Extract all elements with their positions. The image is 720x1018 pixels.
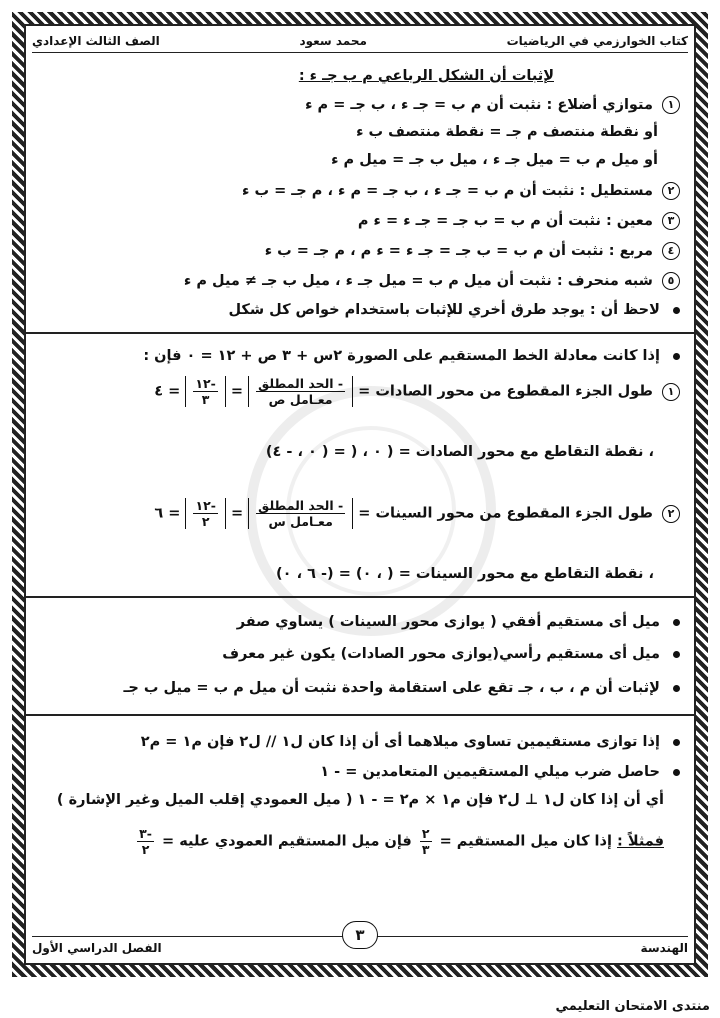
s1-item-5 [40, 212, 680, 230]
example-text: إذا كان ميل المستقيم = [439, 833, 612, 850]
frac-denominator: ٢ [141, 842, 150, 857]
section1-title-text: لإثبات أن الشكل الرباعي ﻡ ب جـ ء : [298, 68, 554, 84]
frac-numerator: - الحد المطلق [258, 376, 344, 391]
s2-intro-text: إذا كانت معادلة الخط المستقيم على الصورة ٢س + ٣ ص + ١٢ = ٠ فإن : [143, 348, 660, 364]
section1-title [40, 68, 554, 84]
frac-numerator: -٣ [139, 826, 152, 841]
number-circle: ٣ [662, 212, 680, 230]
s1-item-6 [40, 242, 680, 260]
s4-item-2 [40, 764, 680, 780]
frac-denominator: معـامل ص [268, 392, 333, 407]
fraction [193, 498, 217, 529]
page-frame [12, 12, 708, 977]
fraction [193, 376, 217, 407]
number-circle: ٤ [662, 242, 680, 260]
bullet-icon [673, 353, 680, 360]
s1-note [40, 302, 680, 318]
s2-x-intercept: ٢ طول الجزء المقطوع من محور السينات = $\frac{\text{- الحد المطلق}}{\text{معـامل س}}$ = $\frac{-١٢}{٢}$ = ٦ [40, 498, 680, 529]
s2-y-intercept: ١ طول الجزء المقطوع من محور الصادات = $\frac{\text{- الحد المطلق}}{\text{معـامل ص}}$ = $\frac{-١٢}{٣}$ = ٤ [40, 376, 680, 407]
s4-example [40, 826, 664, 857]
s1-item-7 [40, 272, 680, 290]
s1-note-text: لاحظ أن : يوجد طرق أخري للإثبات باستخدام خواص كل شكل [228, 302, 660, 318]
fraction [256, 498, 345, 529]
s1-item-text: متوازي أضلاع : نثبت أن ﻡ ب = جـ ء ، ب جـ = ﻡ ء [305, 97, 653, 113]
y-intercept-label: طول الجزء المقطوع من محور الصادات = [358, 383, 653, 400]
s1-item-text: أو ميل ﻡ ب = ميل جـ ء ، ميل ب جـ = ميل ﻡ ء [331, 152, 658, 168]
number-circle: ٢ [662, 182, 680, 200]
s1-item-text: مربع : نثبت أن ﻡ ب = ب جـ = جـ ء = ء ﻡ ، ﻡ جـ = ب ء [264, 243, 653, 259]
header-book-title: كتاب الخوارزمي في الرياضيات [506, 34, 688, 48]
abs-bars [185, 498, 225, 529]
x-point-text: ، نقطة التقاطع مع محور السينات = ( ، ٠) = (- ٦ ، ٠) [276, 566, 654, 582]
s4-item-1 [40, 734, 680, 750]
abs-bars [248, 376, 353, 407]
s1-item-4 [40, 182, 680, 200]
s3-item-2 [40, 646, 680, 662]
example-label: فمثلاً : [617, 833, 664, 850]
s2-intro [40, 348, 680, 364]
number-circle: ٥ [662, 272, 680, 290]
example-mid-text: فإن ميل المستقيم العمودي عليه = [162, 833, 412, 850]
s1-item-2 [40, 124, 658, 140]
number-circle: ٢ [662, 505, 680, 523]
s4-item-text: إذا توازى مستقيمين تساوى ميلاهما أى أن إذا كان ل١ // ل٢ فإن م١ = م٢ [140, 734, 660, 750]
s3-item-1 [40, 614, 680, 630]
s3-item-3 [40, 680, 680, 696]
s1-item-text: شبه منحرف : نثبت أن ميل ﻡ ب = ميل جـ ء ، ميل ب جـ ≠ ميل ﻡ ء [183, 273, 653, 289]
fraction [137, 826, 154, 857]
y-point-text: ، نقطة التقاطع مع محور الصادات = ( ٠ ، ( = ( ٠ ، - ٤) [265, 444, 654, 460]
s2-y-point [40, 444, 654, 460]
bullet-icon [673, 651, 680, 658]
frac-denominator: ٣ [421, 842, 430, 857]
frac-denominator: ٣ [201, 392, 210, 407]
s2-x-point [40, 566, 654, 582]
frac-numerator: -١٢ [195, 498, 216, 513]
abs-bars [185, 376, 225, 407]
number-circle: ١ [662, 96, 680, 114]
fraction [256, 376, 345, 407]
abs-bars [248, 498, 353, 529]
s4-item-text: حاصل ضرب ميلي المستقيمين المتعامدين = - ١ [320, 764, 660, 780]
page-inner-border [24, 24, 696, 965]
header-grade: الصف الثالث الإعدادي [32, 34, 160, 48]
s1-item-text: معين : نثبت أن ﻡ ب = ب جـ = جـ ء = ء ﻡ [357, 213, 653, 229]
frac-numerator: ٢ [421, 826, 430, 841]
s1-item-1 [40, 96, 680, 114]
bullet-icon [673, 685, 680, 692]
s1-item-text: أو نقطة منتصف ﻡ جـ = نقطة منتصف ب ء [356, 124, 658, 140]
footer-term: الفصل الدراسي الأول [32, 941, 162, 955]
fraction [420, 826, 432, 857]
section-divider [26, 714, 694, 716]
bullet-icon [673, 307, 680, 314]
frac-denominator: معـامل س [268, 514, 333, 529]
number-circle: ١ [662, 383, 680, 401]
footer-subject: الهندسة [640, 941, 688, 955]
frac-numerator: - الحد المطلق [258, 498, 344, 513]
s4-item-text: أي أن إذا كان ل١ ⊥ ل٢ فإن م١ × م٢ = - ١ ( ميل العمودي إقلب الميل وغير الإشارة ) [56, 792, 664, 808]
page-header [32, 30, 688, 53]
bullet-icon [673, 769, 680, 776]
s4-item-3 [40, 792, 664, 808]
s1-item-3 [40, 152, 658, 168]
header-author: محمد سعود [299, 34, 367, 48]
page-number: ٣ [342, 921, 378, 949]
section-divider [26, 596, 694, 598]
frac-denominator: ٢ [201, 514, 210, 529]
s3-item-text: ميل أى مستقيم أفقي ( يوازى محور السينات ) يساوي صفر [236, 614, 660, 630]
section-divider [26, 332, 694, 334]
bullet-icon [673, 619, 680, 626]
frac-numerator: -١٢ [195, 376, 216, 391]
source-credit: منتدى الامتحان التعليمي [555, 999, 710, 1014]
bullet-icon [673, 739, 680, 746]
x-result: = ٦ [154, 505, 181, 522]
x-intercept-label: طول الجزء المقطوع من محور السينات = [358, 505, 653, 522]
y-result: = ٤ [154, 383, 181, 400]
s3-item-text: ميل أى مستقيم رأسي(يوازى محور الصادات) يكون غير معرف [222, 646, 660, 662]
s1-item-text: مستطيل : نثبت أن ﻡ ب = جـ ء ، ب جـ = ﻡ ء ، ﻡ جـ = ب ء [242, 183, 653, 199]
s3-item-text: لإثبات أن ﻡ ، ب ، جـ تقع على استقامة واحدة نثبت أن ميل ﻡ ب = ميل ب جـ [123, 680, 660, 696]
